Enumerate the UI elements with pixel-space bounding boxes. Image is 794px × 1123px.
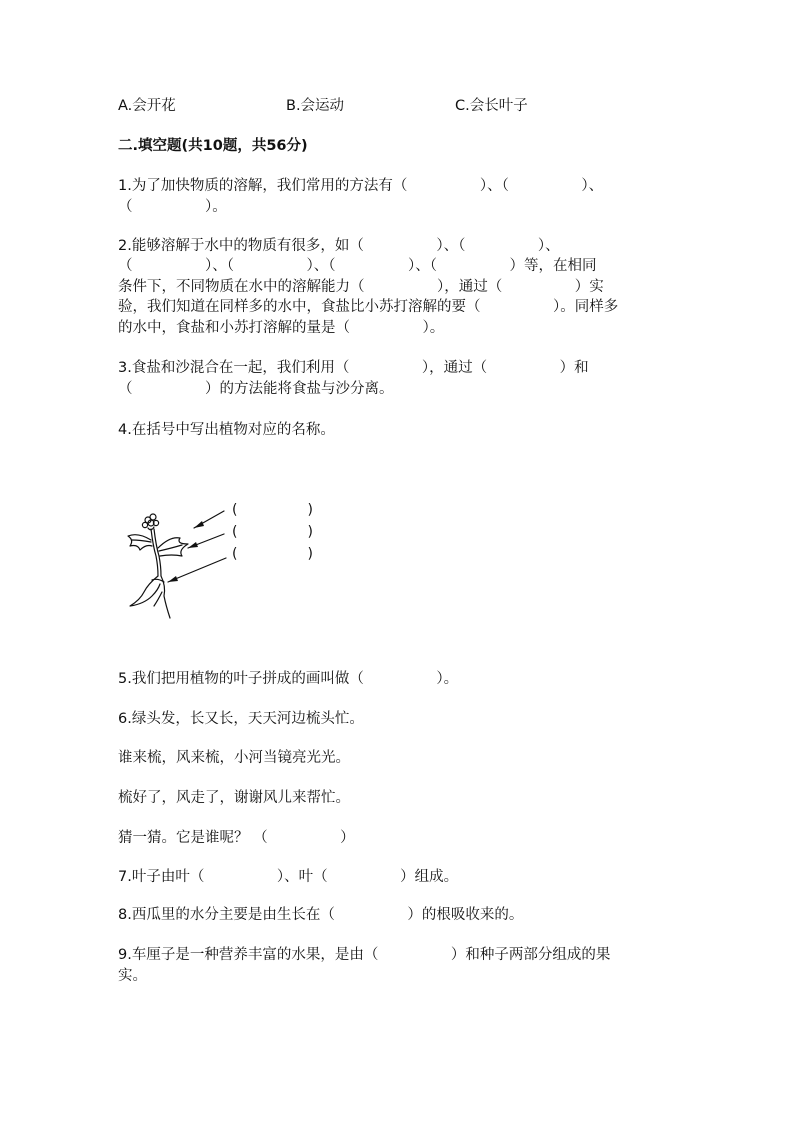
q9-line-2: 实。 [118, 968, 147, 984]
leaf-left-vein [132, 540, 151, 542]
flower-bud-2 [150, 514, 156, 520]
q2-line-2: （ ）、（ ）、（ ）、（ ）等，在相同 [118, 258, 597, 274]
q4-line-1: 4.在括号中写出植物对应的名称。 [118, 422, 335, 438]
q7-line-1: 7.叶子由叶（ ）、叶（ ）组成。 [118, 869, 459, 885]
root-branch [154, 592, 162, 606]
q9-line-1: 9.车厘子是一种营养丰富的水果，是由（ ）和种子两部分组成的果 [118, 947, 611, 963]
q2-line-1: 2.能够溶解于水中的物质有很多，如（ ）、（ ）、 [118, 238, 560, 254]
option-a: A.会开花 [118, 98, 176, 114]
q2-line-4: 验，我们知道在同样多的水中，食盐比小苏打溶解的要（ ）。同样多 [118, 299, 619, 315]
arrowhead-flower [194, 521, 204, 528]
q1-line-1: 1.为了加快物质的溶解，我们常用的方法有（ ）、（ ）、 [118, 178, 604, 194]
q1-line-2: （ ）。 [118, 199, 227, 215]
section-title: 二.填空题(共10题，共56分) [118, 138, 308, 154]
q6-line-3: 梳好了，风走了，谢谢风儿来帮忙。 [118, 790, 350, 806]
q4-blank-1[interactable]: ( ) [232, 502, 313, 518]
q5-line-1: 5.我们把用植物的叶子拼成的画叫做（ ）。 [118, 671, 459, 687]
q8-line-1: 8.西瓜里的水分主要是由生长在（ ）的根吸收来的。 [118, 907, 524, 923]
option-c: C.会长叶子 [455, 98, 528, 114]
arrowhead-root [168, 576, 178, 582]
q4-blank-2[interactable]: ( ) [232, 524, 313, 540]
q6-line-1: 6.绿头发，长又长，天天河边梳头忙。 [118, 711, 364, 727]
option-b: B.会运动 [286, 98, 345, 114]
q6-line-4: 猜一猜。它是谁呢？ （ ） [118, 830, 355, 846]
q3-line-2: （ ）的方法能将食盐与沙分离。 [118, 381, 394, 397]
flower-bud-4 [142, 522, 147, 527]
leaf-left [128, 535, 152, 550]
arrowhead-leaf [188, 542, 198, 548]
q3-line-1: 3.食盐和沙混合在一起，我们利用（ ），通过（ ）和 [118, 360, 589, 376]
q6-line-2: 谁来梳，风来梳，小河当镜亮光光。 [118, 750, 350, 766]
q4-blank-3[interactable]: ( ) [232, 546, 313, 562]
leaf-right-vein [159, 545, 182, 551]
q2-line-5: 的水中，食盐和小苏打溶解的量是（ ）。 [118, 320, 445, 336]
q2-line-3: 条件下，不同物质在水中的溶解能力（ ），通过（ ）实 [118, 279, 604, 295]
leaf-right [158, 538, 188, 556]
root-main-left [130, 576, 160, 606]
